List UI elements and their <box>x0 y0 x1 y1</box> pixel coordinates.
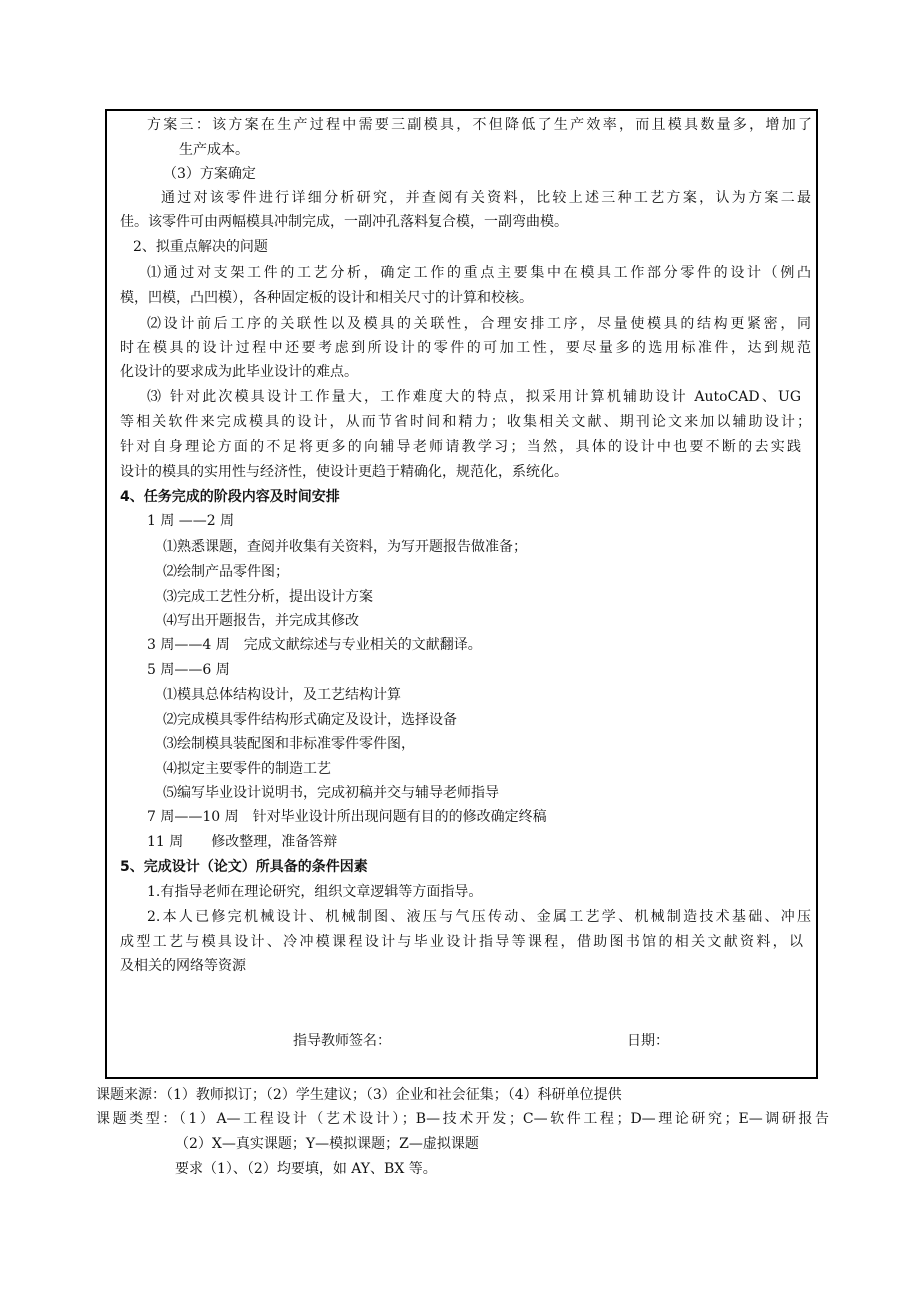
text-line: 佳。该零件可由两幅模具冲制完成，一副冲孔落料复合模，一副弯曲模。 <box>120 214 568 230</box>
text-line: 2.本人已修完机械设计、机械制图、液压与气压传动、金属工艺学、机械制造技术基础、冲压 <box>147 909 811 925</box>
section-heading: 4、任务完成的阶段内容及时间安排 <box>120 489 340 505</box>
text-line: 通过对该零件进行详细分析研究，并查阅有关资料，比较上述三种工艺方案，认为方案二最 <box>161 190 811 206</box>
text-line: ⑵设计前后工序的关联性以及模具的关联性，合理安排工序，尽量使模具的结构更紧密，同 <box>147 316 811 332</box>
section-heading: 5、完成设计（论文）所具备的条件因素 <box>120 859 368 875</box>
text-line: 等相关软件来完成模具的设计，从而节省时间和精力；收集相关文献、期刊论文来加以辅助设计； <box>120 414 811 430</box>
teacher-signature-label: 指导教师签名： <box>293 1033 391 1049</box>
text-line: ⑷写出开题报告，并完成其修改 <box>163 613 359 629</box>
text-line: 5 周——6 周 <box>147 662 230 678</box>
footer-type-line2: （2）X—真实课题；Y—模拟课题；Z—虚拟课题 <box>175 1136 479 1152</box>
text-line: ⑶绘制模具装配图和非标准零件零件图， <box>163 736 415 752</box>
text-line: 1.有指导老师在理论研究，组织文章逻辑等方面指导。 <box>147 884 483 900</box>
text-line: ⑴通过对支架工件的工艺分析，确定工作的重点主要集中在模具工作部分零件的设计（例凸 <box>147 265 811 281</box>
footer-type-line1: 课题类型：（1）A—工程设计（艺术设计）；B—技术开发；C—软件工程；D—理论研究；E—调研报告 <box>96 1111 829 1127</box>
text-line: 时在模具的设计过程中还要考虑到所设计的零件的可加工性，要尽量多的选用标准件，达到规范 <box>120 340 811 356</box>
footer-type-line3: 要求（1）、（2）均要填，如 AY、BX 等。 <box>175 1161 437 1177</box>
text-line: 化设计的要求成为此毕业设计的难点。 <box>120 364 358 380</box>
text-line: ⑶完成工艺性分析，提出设计方案 <box>163 589 373 605</box>
text-line: 11 周 修改整理，准备答辩 <box>147 834 338 850</box>
text-line: ⑶ 针对此次模具设计工作量大，工作难度大的特点，拟采用计算机辅助设计 AutoCAD、UG <box>147 389 801 405</box>
date-label: 日期： <box>627 1033 669 1049</box>
text-line: ⑴熟悉课题，查阅并收集有关资料，为写开题报告做准备； <box>163 539 527 555</box>
text-line: 针对自身理论方面的不足将更多的向辅导老师请教学习；当然，具体的设计中也要不断的去实践 <box>120 439 801 455</box>
text-line: ⑵完成模具零件结构形式确定及设计，选择设备 <box>163 712 457 728</box>
text-line: 2、拟重点解决的问题 <box>133 239 268 255</box>
text-line: 方案三：该方案在生产过程中需要三副模具，不但降低了生产效率，而且模具数量多，增加了 <box>147 117 812 133</box>
text-line: ⑸编写毕业设计说明书，完成初稿并交与辅导老师指导 <box>163 785 499 801</box>
text-line: 及相关的网络等资源 <box>120 958 246 974</box>
text-line: （3）方案确定 <box>163 166 256 182</box>
text-line: ⑷拟定主要零件的制造工艺 <box>163 761 331 777</box>
text-line: 7 周——10 周 针对毕业设计所出现问题有目的的修改确定终稿 <box>147 809 547 825</box>
text-line: 3 周——4 周 完成文献综述与专业相关的文献翻译。 <box>147 637 482 653</box>
text-line: 模，凹模，凸凹模），各种固定板的设计和相关尺寸的计算和校核。 <box>120 290 533 306</box>
text-line: ⑵绘制产品零件图； <box>163 564 289 580</box>
footer-source: 课题来源：（1）教师拟订；（2）学生建议；（3）企业和社会征集；（4）科研单位提供 <box>96 1087 622 1103</box>
text-line: ⑴模具总体结构设计，及工艺结构计算 <box>163 687 401 703</box>
text-line: 生产成本。 <box>179 142 249 158</box>
text-line: 1 周 ——2 周 <box>147 513 235 529</box>
text-line: 设计的模具的实用性与经济性，使设计更趋于精确化，规范化，系统化。 <box>120 464 568 480</box>
text-line: 成型工艺与模具设计、冷冲模课程设计与毕业设计指导等课程，借助图书馆的相关文献资料，以 <box>120 934 803 950</box>
